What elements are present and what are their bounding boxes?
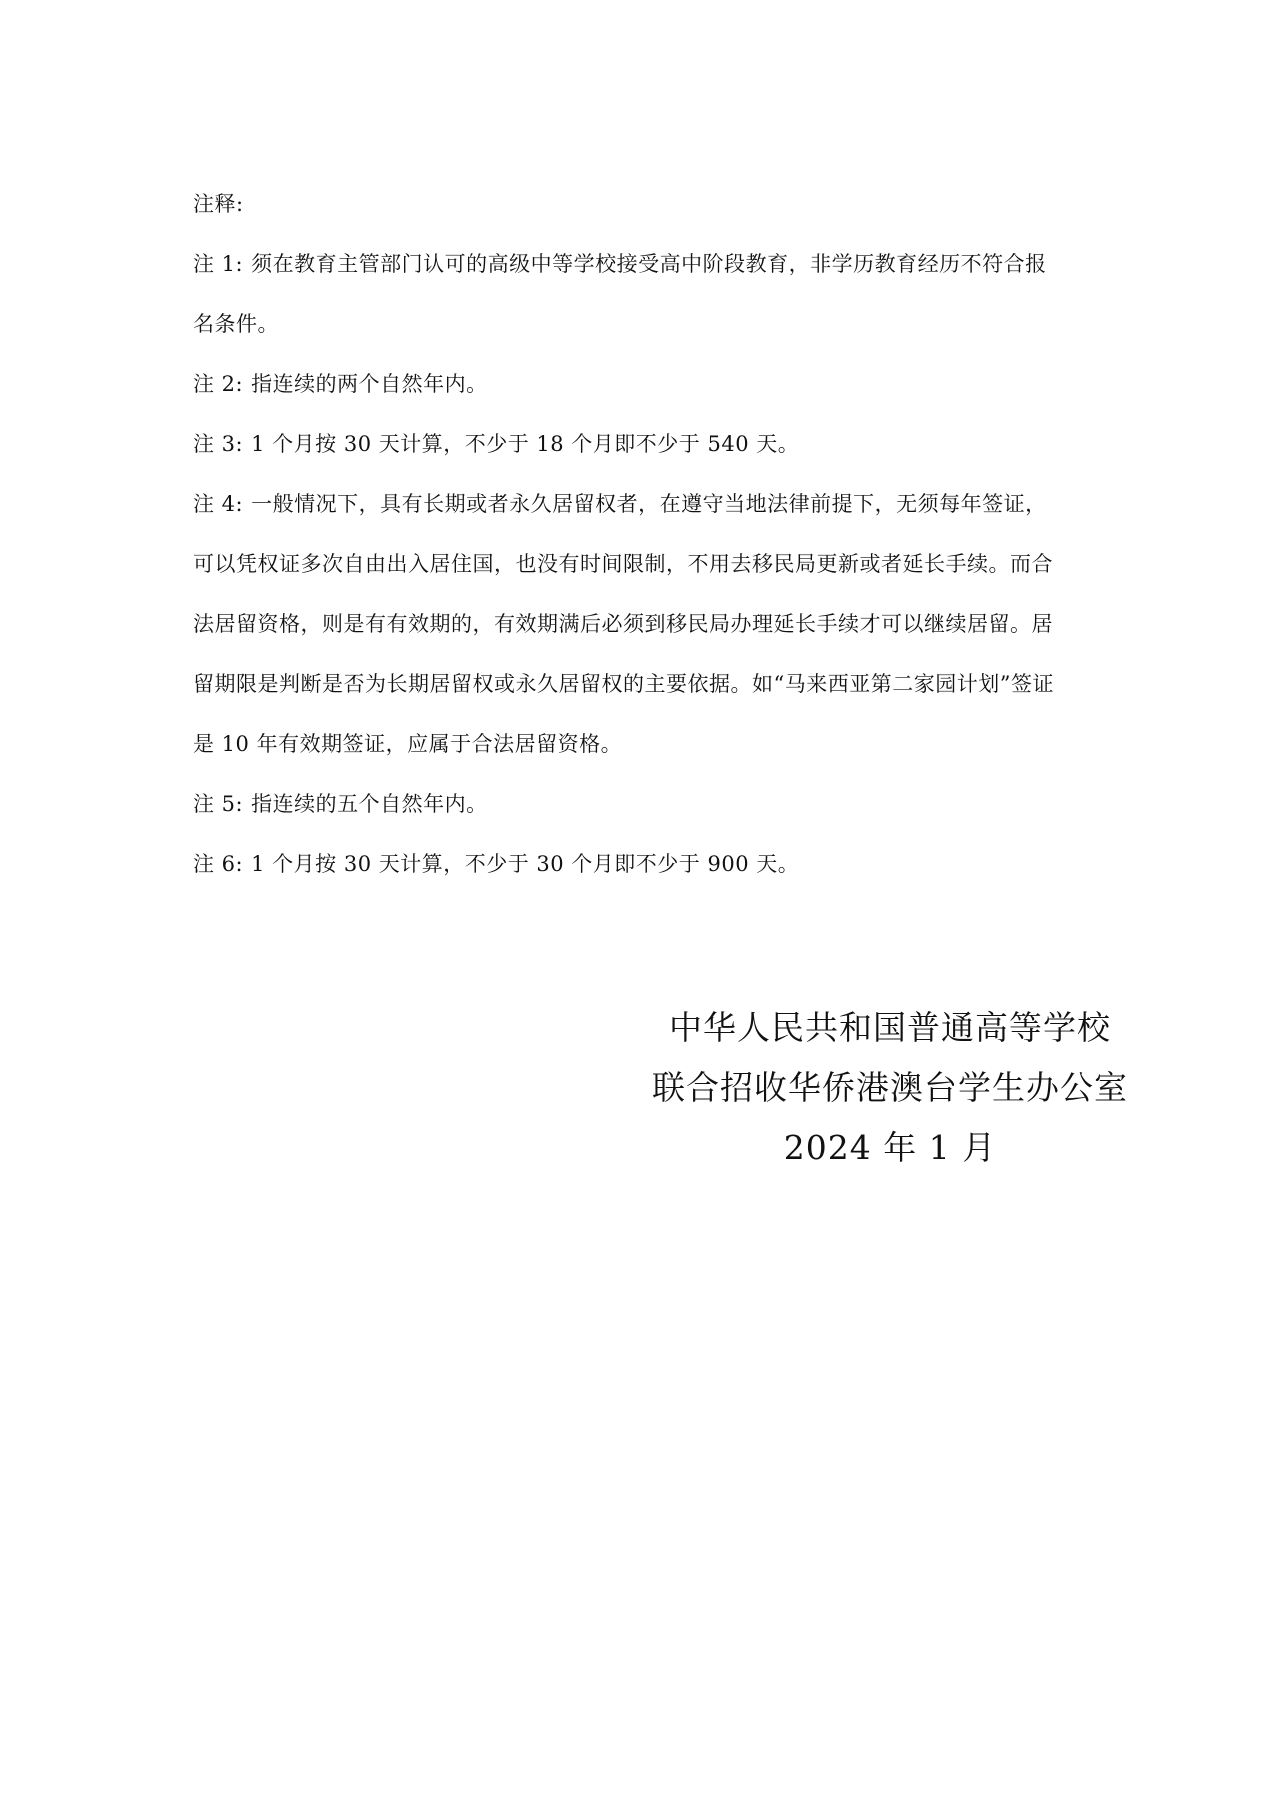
note-3-label: 注 3:: [193, 432, 244, 456]
note-4-text-line-4: 留期限是判断是否为长期居留权或永久居留权的主要依据。如“马来西亚第二家园计划”签证: [193, 672, 1054, 696]
notes-section: [193, 174, 1093, 894]
note-4-text-line-2: 可以凭权证多次自由出入居住国，也没有时间限制，不用去移民局更新或者延长手续。而合: [193, 552, 1053, 576]
note-2-text: 指连续的两个自然年内。: [251, 372, 488, 396]
note-6-text: 1 个月按 30 天计算，不少于 30 个月即不少于 900 天。: [251, 852, 800, 876]
note-1-text-line-1: 须在教育主管部门认可的高级中等学校接受高中阶段教育，非学历教育经历不符合报: [251, 252, 1047, 276]
note-1-text-line-2: 名条件。: [193, 312, 279, 336]
note-4-label: 注 4:: [193, 492, 244, 516]
signature-org-line-1: 中华人民共和国普通高等学校: [669, 1008, 1111, 1047]
note-4: [193, 474, 1093, 534]
note-6: [193, 834, 1093, 894]
note-5: [193, 774, 1093, 834]
note-5-label: 注 5:: [193, 792, 244, 816]
note-1-label: 注 1:: [193, 252, 244, 276]
signature-org-line-2: 联合招收华侨港澳台学生办公室: [652, 1068, 1128, 1107]
note-5-text: 指连续的五个自然年内。: [251, 792, 488, 816]
note-3-text: 1 个月按 30 天计算，不少于 18 个月即不少于 540 天。: [251, 432, 800, 456]
note-4-text-line-5: 是 10 年有效期签证，应属于合法居留资格。: [193, 732, 623, 756]
note-2-label: 注 2:: [193, 372, 244, 396]
note-3: [193, 414, 1093, 474]
signature-block: [640, 998, 1140, 1178]
note-2: [193, 354, 1093, 414]
note-6-label: 注 6:: [193, 852, 244, 876]
note-1: [193, 234, 1093, 294]
note-4-text-line-3: 法居留资格，则是有有效期的，有效期满后必须到移民局办理延长手续才可以继续居留。居: [193, 612, 1053, 636]
note-4-text-line-1: 一般情况下，具有长期或者永久居留权者，在遵守当地法律前提下，无须每年签证，: [251, 492, 1047, 516]
signature-date: 2024 年 1 月: [783, 1128, 997, 1167]
notes-heading: 注释:: [193, 192, 244, 216]
